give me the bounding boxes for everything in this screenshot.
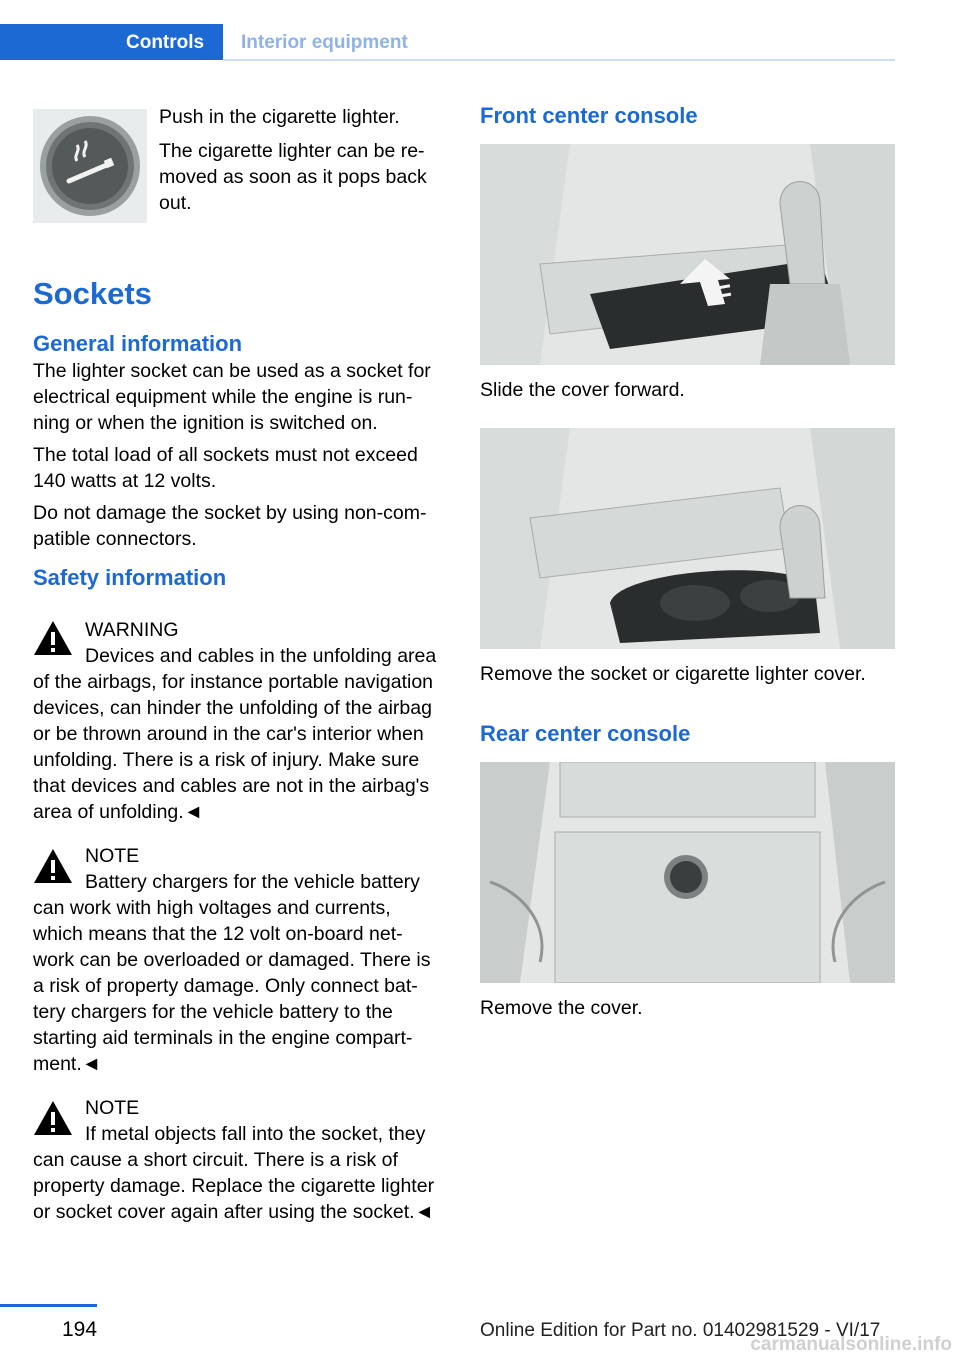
rear-center-console-heading: Rear center console: [480, 721, 691, 746]
warning-label: WARNING: [85, 619, 179, 641]
front-console-remove-cover-image: [480, 428, 895, 649]
front-caption-remove-cover: Remove the socket or cigarette lighter cover.: [480, 663, 866, 685]
page-number: 194: [62, 1318, 98, 1341]
sockets-section: [33, 276, 443, 592]
lighter-step-2: The cigarette lighter can be re-moved as soon as it pops back out.: [159, 140, 427, 214]
warning-text: [33, 643, 443, 825]
section-tab-interior-equipment[interactable]: Interior equipment: [241, 32, 408, 53]
cigarette-lighter-image: [33, 109, 147, 223]
sockets-title: Sockets: [33, 276, 152, 311]
note-body: If metal objects fall into the socket, they can cause a short circuit. There is a risk of property damage. Replace the cigarette lighter or socket cover again after using the socket.◄: [33, 1123, 435, 1223]
front-caption-1-wrap: [480, 377, 895, 403]
edition-info: Online Edition for Part no. 01402981529 - VI/17: [480, 1320, 881, 1341]
note-block-battery-chargers: [33, 843, 443, 1077]
footer-accent-line: [0, 1304, 97, 1307]
rear-caption-wrap: [480, 995, 895, 1021]
note-block-metal-objects: [33, 1095, 447, 1225]
front-caption-2-wrap: [480, 661, 895, 687]
note-body: Battery chargers for the vehicle battery can work with high voltages and currents, which means that the 12 volt on-board net-work can be overloaded or damaged. There is a risk of property damage. Only connect bat-tery chargers for the vehicle battery to the starting aid terminals in the engine compart-ment.◄: [33, 871, 431, 1075]
lighter-step-1: Push in the cigarette lighter.: [159, 106, 400, 128]
lighter-instructions: [159, 104, 444, 216]
note-label: NOTE: [85, 1097, 140, 1119]
general-paragraph-2: The total load of all sockets must not exceed 140 watts at 12 volts.: [33, 444, 418, 492]
warning-block-airbags: [33, 617, 443, 825]
safety-information-heading: Safety information: [33, 565, 227, 590]
site-watermark: carmanualsonline.info: [750, 1334, 952, 1355]
rear-console-image: [480, 762, 895, 983]
front-console-heading-wrap: [480, 102, 895, 130]
front-console-slide-cover-image: [480, 144, 895, 365]
section-tab-controls[interactable]: Controls: [0, 24, 223, 60]
front-caption-slide-cover: Slide the cover forward.: [480, 379, 685, 401]
note-text: [33, 1121, 447, 1225]
general-paragraph-1: The lighter socket can be used as a socket for electrical equipment while the engine is run-ning or when the ignition is switched on.: [33, 360, 431, 434]
header-divider: [223, 59, 895, 61]
rear-caption-remove-cover: Remove the cover.: [480, 997, 643, 1019]
note-text: [33, 869, 443, 1077]
rear-console-heading-wrap: [480, 720, 895, 748]
front-center-console-heading: Front center console: [480, 103, 698, 128]
page-header: [0, 24, 895, 62]
general-information-heading: General information: [33, 331, 243, 356]
note-label: NOTE: [85, 845, 140, 867]
general-paragraph-3: Do not damage the socket by using non-com-patible connectors.: [33, 502, 427, 550]
warning-body: Devices and cables in the unfolding area of the airbags, for instance portable navigation devices, can hinder the unfolding of the airbag or be thrown around in the car's interior when unfolding. There is a risk of injury. Make sure that devices and cables are not in the airbag's area of unfolding.◄: [33, 645, 437, 823]
